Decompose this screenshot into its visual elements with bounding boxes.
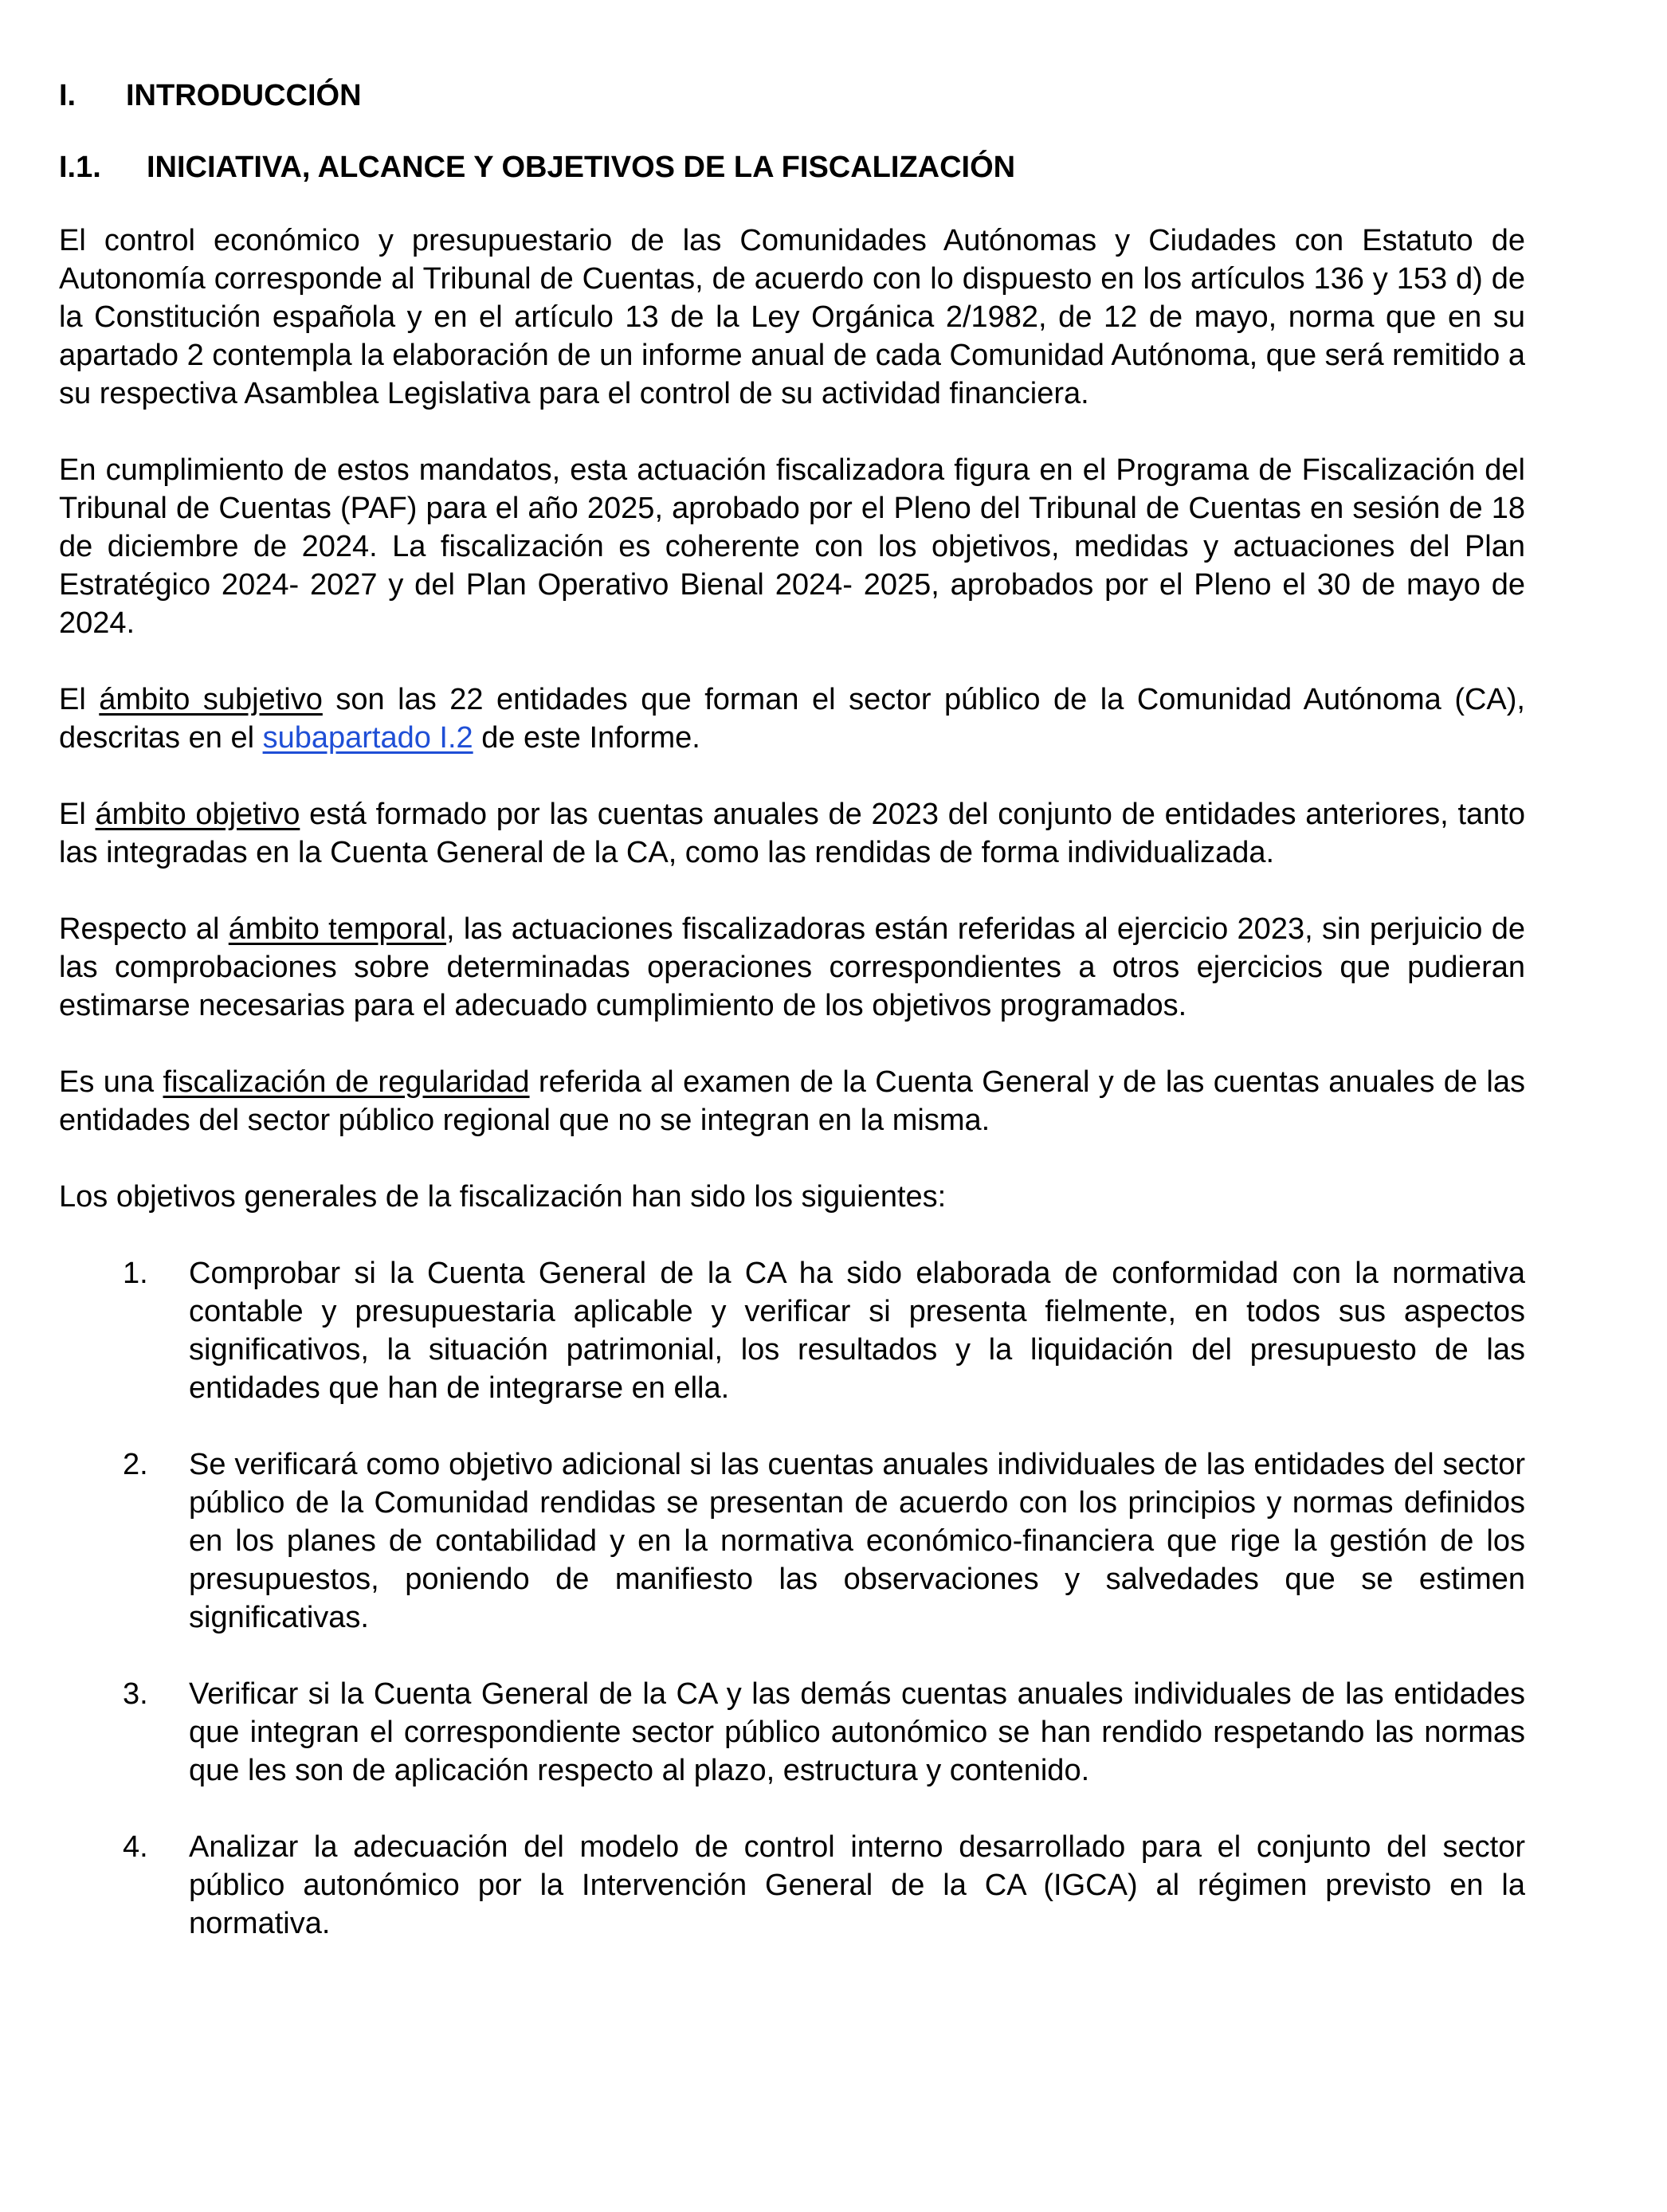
section-heading xyxy=(59,76,1525,115)
list-item-number: 2. xyxy=(123,1448,148,1481)
paragraph-temporal-scope xyxy=(59,910,1525,1025)
text-run: El xyxy=(59,683,100,716)
paragraph-regularity xyxy=(59,1063,1525,1139)
subsection-heading xyxy=(59,148,1525,186)
paragraph-objective-scope xyxy=(59,795,1525,872)
section-title: INTRODUCCIÓN xyxy=(126,79,362,112)
term-temporal-scope: ámbito temporal xyxy=(228,912,447,946)
section-number: I. xyxy=(59,79,76,112)
text-run: , las actuaciones fiscalizadoras están referidas al ejercicio 2023, sin perjuicio de las comprobaciones sobre determinadas operaciones correspondientes a otros ejercicios que pudieran estimarse necesarias para el adecuado cumplimiento de los objetivos programados. xyxy=(59,912,1525,1022)
list-item-text: Analizar la adecuación del modelo de control interno desarrollado para el conjunto del sector público autonómico por la Intervención General de la CA (IGCA) al régimen previsto en la normativa. xyxy=(189,1830,1525,1940)
term-regularity-audit: fiscalización de regularidad xyxy=(163,1065,530,1099)
text-run: El xyxy=(59,798,96,831)
text-run: Es una xyxy=(59,1065,163,1099)
paragraph-mandates: En cumplimiento de estos mandatos, esta actuación fiscalizadora figura en el Programa de Fiscalización del Tribunal de Cuentas (PAF) para el año 2025, aprobado por el Pleno del Tribunal de Cuentas en sesión de 18 de diciembre de 2024. La fiscalización es coherente con los objetivos, medidas y actuaciones del Plan Estratégico 2024- 2027 y del Plan Operativo Bienal 2024- 2025, aprobados por el Pleno el 30 de mayo de 2024. xyxy=(59,453,1525,640)
document-page xyxy=(59,76,1525,1981)
paragraph-objectives-intro: Los objetivos generales de la fiscalización han sido los siguientes: xyxy=(59,1180,947,1214)
list-item xyxy=(59,1445,1525,1637)
subsection-title: INICIATIVA, ALCANCE Y OBJETIVOS DE LA FISCALIZACIÓN xyxy=(147,151,1016,184)
subsection-link[interactable]: subapartado I.2 xyxy=(262,721,473,755)
text-run: referida al examen de la Cuenta General y de las cuentas anuales de las entidades del sector público regional que no se integran en la misma. xyxy=(59,1065,1525,1137)
paragraph-control: El control económico y presupuestario de las Comunidades Autónomas y Ciudades con Estatuto de Autonomía corresponde al Tribunal de Cuentas, de acuerdo con lo dispuesto en los artículos 136 y 153 d) de la Constitución española y en el artículo 13 de la Ley Orgánica 2/1982, de 12 de mayo, norma que en su apartado 2 contempla la elaboración de un informe anual de cada Comunidad Autónoma, que será remitido a su respectiva Asamblea Legislativa para el control de su actividad financiera. xyxy=(59,224,1525,410)
list-item-number: 1. xyxy=(123,1257,148,1290)
subsection-number: I.1. xyxy=(59,151,101,184)
text-run: de este Informe. xyxy=(473,721,700,755)
text-run: está formado por las cuentas anuales de 2023 del conjunto de entidades anteriores, tanto las integradas en la Cuenta General de la CA, como las rendidas de forma individualizada. xyxy=(59,798,1525,869)
list-item-text: Se verificará como objetivo adicional si las cuentas anuales individuales de las entidades del sector público de la Comunidad rendidas se presentan de acuerdo con los principios y normas definidos en los planes de contabilidad y en la normativa económico-financiera que rige la gestión de los presupuestos, poniendo de manifiesto las observaciones y salvedades que se estimen significativas. xyxy=(189,1448,1525,1634)
list-item xyxy=(59,1675,1525,1790)
objectives-list xyxy=(59,1254,1525,1943)
list-item-number: 3. xyxy=(123,1677,148,1711)
paragraph-subjective-scope xyxy=(59,680,1525,757)
list-item-number: 4. xyxy=(123,1830,148,1864)
text-run: son las 22 entidades que forman el sector público de la Comunidad Autónoma (CA), descritas en el xyxy=(59,683,1525,755)
list-item-text: Comprobar si la Cuenta General de la CA ha sido elaborada de conformidad con la normativa contable y presupuestaria aplicable y verificar si presenta fielmente, en todos sus aspectos significativos, la situación patrimonial, los resultados y la liquidación del presupuesto de las entidades que han de integrarse en ella. xyxy=(189,1257,1525,1405)
text-run: Respecto al xyxy=(59,912,229,946)
list-item xyxy=(59,1828,1525,1943)
list-item xyxy=(59,1254,1525,1407)
list-item-text: Verificar si la Cuenta General de la CA y las demás cuentas anuales individuales de las entidades que integran el correspondiente sector público autonómico se han rendido respetando las normas que les son de aplicación respecto al plazo, estructura y contenido. xyxy=(189,1677,1525,1787)
term-objective-scope: ámbito objetivo xyxy=(95,798,300,831)
term-subjective-scope: ámbito subjetivo xyxy=(99,683,323,716)
